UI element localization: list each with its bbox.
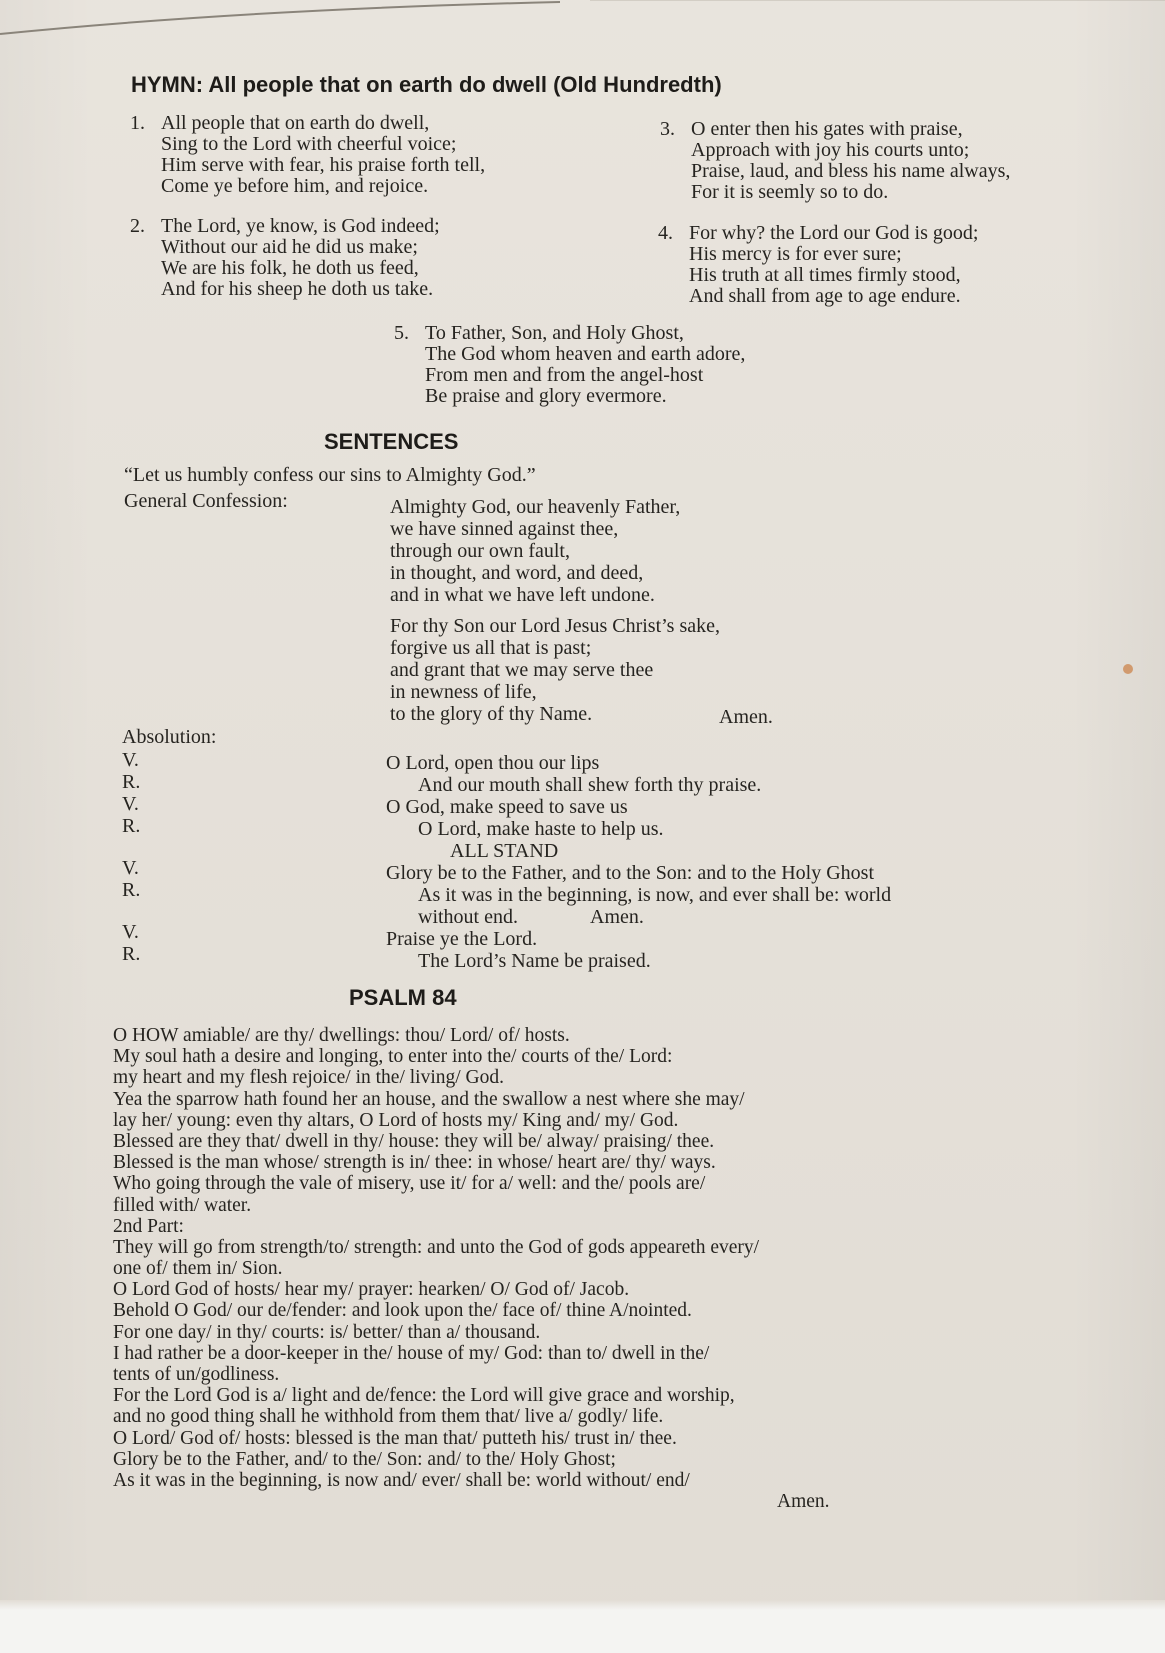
psalm-line: Blessed are they that/ dwell in thy/ house: they will be/ alway/ praising/ thee.: [113, 1130, 715, 1152]
general-confession-label: General Confession:: [124, 490, 288, 512]
responses-text: [386, 753, 891, 973]
versicle-text: Glory be to the Father, and to the Son: and to the Holy Ghost: [386, 862, 875, 884]
verse-number: 5.: [394, 322, 409, 344]
versicle-label: V.: [122, 921, 139, 943]
confession-line: to the glory of thy Name.: [390, 703, 593, 725]
psalm-line: filled with/ water.: [113, 1194, 252, 1216]
psalm-line: Behold O God/ our de/fender: and look upon the/ face of/ thine A/nointed.: [113, 1300, 692, 1322]
versicle-labels-2: [122, 858, 140, 902]
versicle-labels: [122, 750, 140, 838]
verse-line: To Father, Son, and Holy Ghost,: [425, 322, 684, 344]
psalm-line: My soul hath a desire and longing, to enter into the/ courts of the/ Lord:: [113, 1046, 673, 1068]
stain-mark: [1123, 664, 1133, 674]
confession-line: Almighty God, our heavenly Father,: [390, 496, 681, 518]
verse-number: 4.: [658, 222, 673, 244]
psalm-line: my heart and my flesh rejoice/ in the/ living/ God.: [113, 1067, 504, 1089]
psalm-line: one of/ them in/ Sion.: [113, 1258, 283, 1280]
versicle-label: V.: [122, 793, 139, 815]
hymn-title: HYMN: All people that on earth do dwell (Old Hundredth): [131, 72, 722, 97]
response-text: The Lord’s Name be praised.: [418, 950, 651, 972]
page-bottom-edge: [0, 1600, 1165, 1610]
versicle-label: V.: [122, 857, 139, 879]
absolution-label: Absolution:: [122, 726, 217, 748]
verse-line: O enter then his gates with praise,: [691, 118, 963, 140]
verse-line: The God whom heaven and earth adore,: [425, 343, 746, 365]
response-text: As it was in the beginning, is now, and ever shall be: world: [418, 884, 892, 906]
verse-line: Sing to the Lord with cheerful voice;: [161, 133, 457, 155]
psalm-line: O Lord/ God of/ hosts: blessed is the man that/ putteth his/ trust in/ thee.: [113, 1427, 677, 1449]
psalm-text: [113, 1025, 830, 1512]
psalm-part-label: 2nd Part:: [113, 1215, 184, 1237]
response-label: R.: [122, 771, 141, 793]
psalm-line: Yea the sparrow hath found her an house, and the swallow a nest where she may/: [113, 1088, 745, 1110]
verse-line: All people that on earth do dwell,: [161, 112, 430, 134]
verse-line: Be praise and glory evermore.: [425, 385, 667, 407]
verse-line: Praise, laud, and bless his name always,: [691, 160, 1011, 182]
confession-amen: Amen.: [719, 706, 773, 728]
verse-number: 3.: [660, 118, 675, 140]
hymn-verse-3: [660, 119, 1010, 203]
confession-part-2: [390, 615, 720, 725]
confession-line: we have sinned against thee,: [390, 518, 619, 540]
response-amen: Amen.: [590, 906, 644, 928]
verse-line: His truth at all times firmly stood,: [689, 264, 961, 286]
verse-line: Him serve with fear, his praise forth tell,: [161, 154, 486, 176]
verse-line: Approach with joy his courts unto;: [691, 139, 970, 161]
psalm-line: lay her/ young: even thy altars, O Lord of hosts my/ King and/ my/ God.: [113, 1109, 679, 1131]
hymn-verse-1: [130, 113, 485, 197]
versicle-text: O Lord, open thou our lips: [386, 752, 600, 774]
verse-number: 2.: [130, 215, 145, 237]
psalm-line: Glory be to the Father, and/ to the/ Son: and/ to the/ Holy Ghost;: [113, 1448, 616, 1470]
psalm-line: O Lord God of hosts/ hear my/ prayer: hearken/ O/ God of/ Jacob.: [113, 1279, 630, 1301]
psalm-line: I had rather be a door-keeper in the/ house of my/ God: than to/ dwell in the/: [113, 1342, 710, 1364]
hymn-verse-5: [394, 323, 745, 407]
confession-line: in newness of life,: [390, 681, 537, 703]
verse-line: From men and from the angel-host: [425, 364, 704, 386]
psalm-amen: Amen.: [777, 1491, 830, 1513]
psalm-line: As it was in the beginning, is now and/ ever/ shall be: world without/ end/: [113, 1469, 690, 1491]
verse-line: We are his folk, he doth us feed,: [161, 257, 419, 279]
verse-line: His mercy is for ever sure;: [689, 243, 902, 265]
confession-line: through our own fault,: [390, 540, 570, 562]
confession-line: and in what we have left undone.: [390, 584, 655, 606]
psalm-line: and no good thing shall he withhold from them that/ live a/ godly/ life.: [113, 1406, 664, 1428]
verse-line: And shall from age to age endure.: [689, 285, 961, 307]
response-label: R.: [122, 879, 141, 901]
all-stand-direction: ALL STAND: [450, 840, 559, 862]
confession-part-1: [390, 496, 680, 606]
psalm-line: For the Lord God is a/ light and de/fence: the Lord will give grace and worship,: [113, 1385, 735, 1407]
psalm-line: tents of un/godliness.: [113, 1364, 280, 1385]
confession-line: For thy Son our Lord Jesus Christ’s sake,: [390, 615, 720, 637]
response-text: And our mouth shall shew forth thy praise.: [418, 774, 762, 796]
confession-line: forgive us all that is past;: [390, 637, 592, 659]
confession-invitation: “Let us humbly confess our sins to Almighty God.”: [124, 464, 536, 486]
psalm-line: Blessed is the man whose/ strength is in/ thee: in whose/ heart are/ thy/ ways.: [113, 1152, 716, 1174]
hymn-verse-2: [130, 216, 440, 300]
page-crease: [0, 0, 1165, 40]
verse-line: For it is seemly so to do.: [691, 181, 889, 203]
response-label: R.: [122, 815, 141, 837]
psalm-line: They will go from strength/to/ strength: and unto the God of gods appeareth every/: [113, 1236, 760, 1258]
versicle-labels-3: [122, 922, 140, 966]
psalm-line: Who going through the vale of misery, use it/ for a/ well: and the/ pools are/: [113, 1173, 706, 1195]
verse-number: 1.: [130, 112, 145, 134]
verse-line: The Lord, ye know, is God indeed;: [161, 215, 440, 237]
response-text: without end.: [418, 906, 518, 928]
versicle-text: Praise ye the Lord.: [386, 928, 538, 950]
verse-line: Come ye before him, and rejoice.: [161, 175, 429, 197]
confession-line: in thought, and word, and deed,: [390, 562, 644, 584]
versicle-text: O God, make speed to save us: [386, 796, 628, 818]
verse-line: And for his sheep he doth us take.: [161, 278, 434, 300]
psalm-line: O HOW amiable/ are thy/ dwellings: thou/ Lord/ of/ hosts.: [113, 1025, 570, 1046]
psalm-heading: PSALM 84: [349, 985, 457, 1010]
response-label: R.: [122, 943, 141, 965]
response-text: O Lord, make haste to help us.: [418, 818, 664, 840]
sentences-heading: SENTENCES: [324, 429, 459, 454]
verse-line: For why? the Lord our God is good;: [689, 222, 979, 244]
verse-line: Without our aid he did us make;: [161, 236, 418, 258]
confession-line: and grant that we may serve thee: [390, 659, 654, 681]
response-text-continued: [386, 907, 891, 929]
versicle-label: V.: [122, 749, 139, 771]
psalm-line: For one day/ in thy/ courts: is/ better/ than a/ thousand.: [113, 1321, 541, 1343]
hymn-verse-4: [658, 223, 978, 307]
